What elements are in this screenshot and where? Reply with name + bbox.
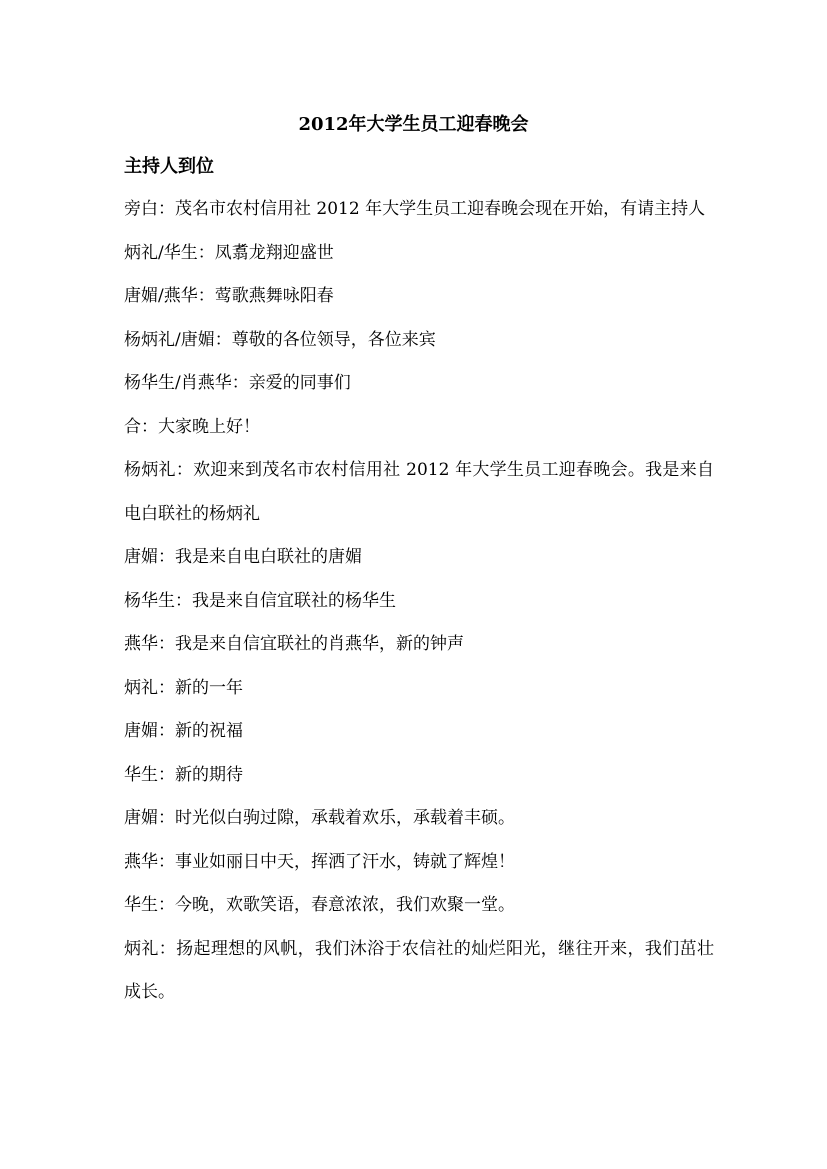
script-line: 炳礼：扬起理想的风帆，我们沐浴于农信社的灿烂阳光，继往开来，我们茁壮成长。 (124, 938, 714, 1002)
script-line: 杨炳礼：欢迎来到茂名市农村信用社 2012 年大学生员工迎春晚会。我是来自电白联社的杨炳礼 (124, 460, 714, 524)
script-body (124, 196, 714, 1023)
script-line: 合：大家晚上好！ (124, 416, 260, 437)
script-line: 杨华生/肖燕华：亲爱的同事们 (124, 373, 351, 393)
script-line: 华生：今晚，欢歌笑语，春意浓浓，我们欢聚一堂。 (124, 895, 515, 915)
script-line: 华生：新的期待 (124, 764, 243, 785)
script-line: 唐媚/燕华：莺歌燕舞咏阳春 (124, 286, 334, 306)
script-line: 杨华生：我是来自信宜联社的杨华生 (124, 590, 396, 611)
script-line: 燕华：我是来自信宜联社的肖燕华，新的钟声 (124, 634, 464, 654)
script-line: 旁白：茂名市农村信用社 2012 年大学生员工迎春晚会现在开始，有请主持人 (124, 199, 706, 219)
script-line: 炳礼：新的一年 (124, 677, 243, 698)
script-line: 唐媚：时光似白驹过隙，承载着欢乐，承载着丰硕。 (124, 808, 515, 828)
script-line: 燕华：事业如丽日中天，挥洒了汗水，铸就了辉煌！ (124, 851, 515, 872)
script-line: 炳礼/华生：凤翥龙翔迎盛世 (124, 242, 334, 263)
script-line: 唐媚：我是来自电白联社的唐媚 (124, 547, 362, 567)
script-line: 唐媚：新的祝福 (124, 721, 243, 741)
script-line: 杨炳礼/唐媚：尊敬的各位领导，各位来宾 (124, 329, 436, 350)
section-heading: 主持人到位 (124, 156, 214, 177)
document-title: 2012年大学生员工迎春晚会 (298, 114, 529, 135)
